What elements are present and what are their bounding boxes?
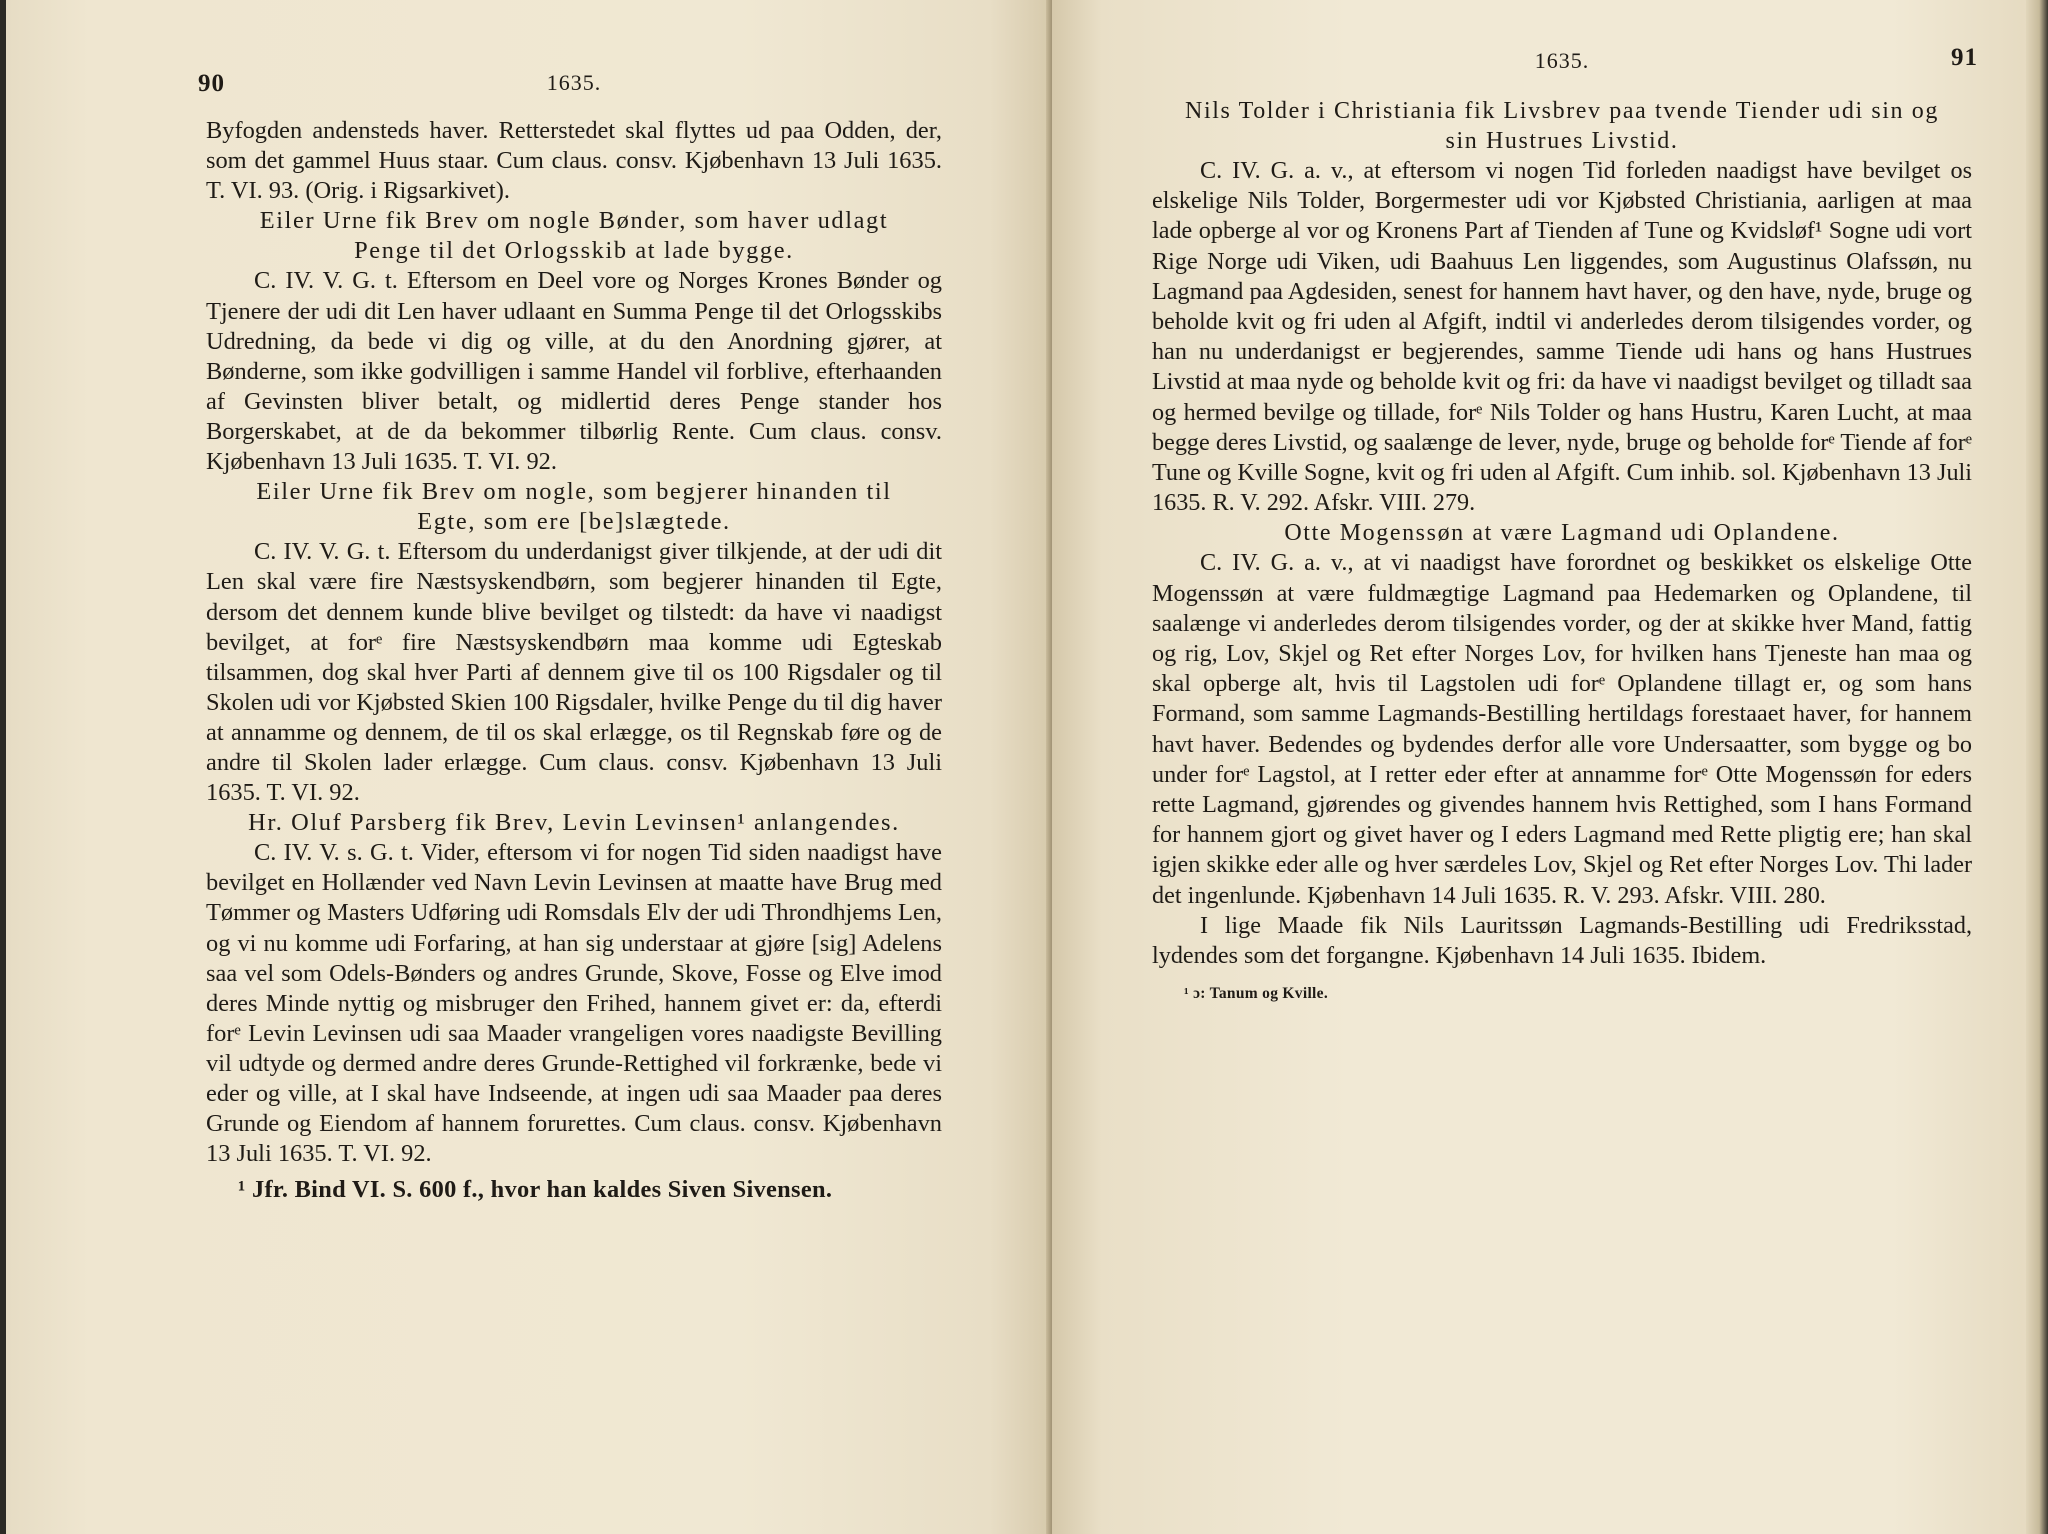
section-heading: Eiler Urne fik Brev om nogle, som begjerer hinanden til Egte, som ere [be]slægtede. [256, 478, 892, 536]
running-head-year: 1635. [546, 70, 602, 95]
section-heading: Eiler Urne fik Brev om nogle Bønder, som haver udlagt Penge til det Orlogsskib at lade bygge. [259, 207, 889, 265]
running-head-year: 1635. [1534, 48, 1590, 73]
paragraph: C. IV. G. a. v., at eftersom vi nogen Tid forleden naadigst have bevilget os elskelige Nils Tolder, Borgermester udi vor Kjøbsted Christiania, aarligen at maa lade opberge al vor og Kronens Part af Tienden af Tune og Kvidsløf¹ Sogne udi vort Rige Norge udi Viken, udi Baahuus Len liggendes, som Augustinus Olafssøn, nu Lagmand paa Agdesiden, senest for hannem havt haver, og den have, nyde, bruge og beholde kvit og fri uden al Afgift, indtil vi anderledes derom tilsigendes vorder, og han nu underdanigst er begjerendes, samme Tiende udi hans og hans Hustrues Livstid at maa nyde og beholde kvit og fri: da have vi naadigst bevilget og tilladt saa og hermed bevilge og tillade, forᵉ Nils Tolder og hans Hustru, Karen Lucht, at maa begge deres Livstid, og saalænge de lever, nyde, bruge og beholde forᵉ Tiende af forᵉ Tune og Kville Sogne, kvit og fri uden al Afgift. Cum inhib. sol. Kjøbenhavn 13 Juli 1635. R. V. 292. Afskr. VIII. 279. [1152, 157, 1972, 517]
paragraph: I lige Maade fik Nils Lauritssøn Lagmands-Bestilling udi Fredriksstad, lydendes som det forgangne. Kjøbenhavn 14 Juli 1635. Ibidem. [1152, 911, 1972, 970]
section-heading: Otte Mogenssøn at være Lagmand udi Oplandene. [1284, 520, 1840, 547]
right-page [1052, 0, 2042, 1534]
page-number: 91 [1951, 44, 1978, 71]
section-heading: Nils Tolder i Christiania fik Livsbrev paa tvende Tiender udi sin og sin Hustrues Livstid. [1185, 98, 1939, 154]
page-header [198, 70, 942, 104]
footnote: ¹ ɔ: Tanum og Kville. [1184, 985, 1329, 1003]
paragraph: C. IV. V. G. t. Eftersom en Deel vore og Norges Krones Bønder og Tjenere der udi dit Len haver udlaant en Summa Penge til det Orlogsskibs Udredning, da bede vi dig og ville, at du den Anordning gjører, at Bønderne, som ikke godvilligen i samme Handel vil forblive, efterhaanden af Gevinsten bliver betalt, og midlertid deres Penge stander hos Borgerskabet, at de da bekommer tilbørlig Rente. Cum claus. consv. Kjøbenhavn 13 Juli 1635. T. VI. 92. [206, 267, 942, 476]
section-heading: Hr. Oluf Parsberg fik Brev, Levin Levinsen¹ anlangendes. [248, 809, 900, 837]
footnote: ¹ Jfr. Bind VI. S. 600 f., hvor han kaldes Siven Sivensen. [238, 1176, 833, 1204]
paragraph: C. IV. G. a. v., at vi naadigst have forordnet og beskikket os elskelige Otte Mogenssøn at være fuldmægtige Lagmand paa Hedemarken og Oplandene, til saalænge vi anderledes derom tilsigendes vorder, og der at skikke hver Mand, fattig og rig, Lov, Skjel og Ret efter Norges Lov, for hvilken hans Tjeneste han maa og skal opberge alt, hvis til Lagstolen udi forᵉ Oplandene tillagt er, og som hans Formand, som samme Lagmands-Bestilling hertildags forestaaet haver, for hannem havt haver. Bedendes og bydendes derfor alle vore Undersaatter, som bygge og bo under forᵉ Lagstol, at I retter eder efter at annamme forᵉ Otte Mogenssøn for eders rette Lagmand, gjørendes og givendes hannem hvis Rettighed, som I hans Formand for hannem gjort og givet haver og I eders Lagmand med Rette pligtig ere; han skal igjen skikke eder alle og hver særdeles Lov, Skjel og Ret efter Norges Lov. Thi lader det ingenlunde. Kjøbenhavn 14 Juli 1635. R. V. 293. Afskr. VIII. 280. [1152, 549, 1972, 909]
paragraph: C. IV. V. G. t. Eftersom du underdanigst giver tilkjende, at der udi dit Len skal være fire Næstsyskendbørn, som begjerer hinanden til Egte, dersom det dennem kunde blive bevilget og tilstedt: da have vi naadigst bevilget, at forᵉ fire Næstsyskendbørn maa komme udi Egteskab tilsammen, dog skal hver Parti af dennem give til os 100 Rigsdaler og til Skolen udi vor Kjøbsted Skien 100 Rigsdaler, hvilke Penge du til dig haver at annamme og dennem, de til os skal erlægge, os til Regnskab føre og de andre til Skolen lader erlægge. Cum claus. consv. Kjøbenhavn 13 Juli 1635. T. VI. 92. [206, 538, 942, 807]
page-number: 90 [198, 70, 225, 97]
left-page [6, 0, 1052, 1534]
page-header [1152, 44, 1978, 84]
paragraph: C. IV. V. s. G. t. Vider, eftersom vi for nogen Tid siden naadigst have bevilget en Hollænder ved Navn Levin Levinsen at maatte have Brug med Tømmer og Masters Udføring udi Romsdals Elv der udi Throndhjems Len, og vi nu komme udi Forfaring, at han sig understaar at gjøre [sig] Adelens saa vel som Odels-Bønders og andres Grunde, Skove, Fosse og Elve imod deres Minde nyttig og misbruger den Frihed, hannem givet er: da, efterdi forᵉ Levin Levinsen udi saa Maader vrangeligen vores naadigste Bevilling vil udtyde og dermed andre deres Grunde-Rettighed vil forkrænke, bede vi eder og ville, at I skal have Indseende, at ingen udi saa Maader paa deres Grunde og Eiendom af hannem forurettes. Cum claus. consv. Kjøbenhavn 13 Juli 1635. T. VI. 92. [206, 839, 942, 1168]
paragraph: Byfogden andensteds haver. Retterstedet skal flyttes ud paa Odden, der, som det gammel Huus staar. Cum claus. consv. Kjøbenhavn 13 Juli 1635. T. VI. 93. (Orig. i Rigsarkivet). [206, 117, 942, 205]
page-edge [2026, 0, 2048, 1534]
